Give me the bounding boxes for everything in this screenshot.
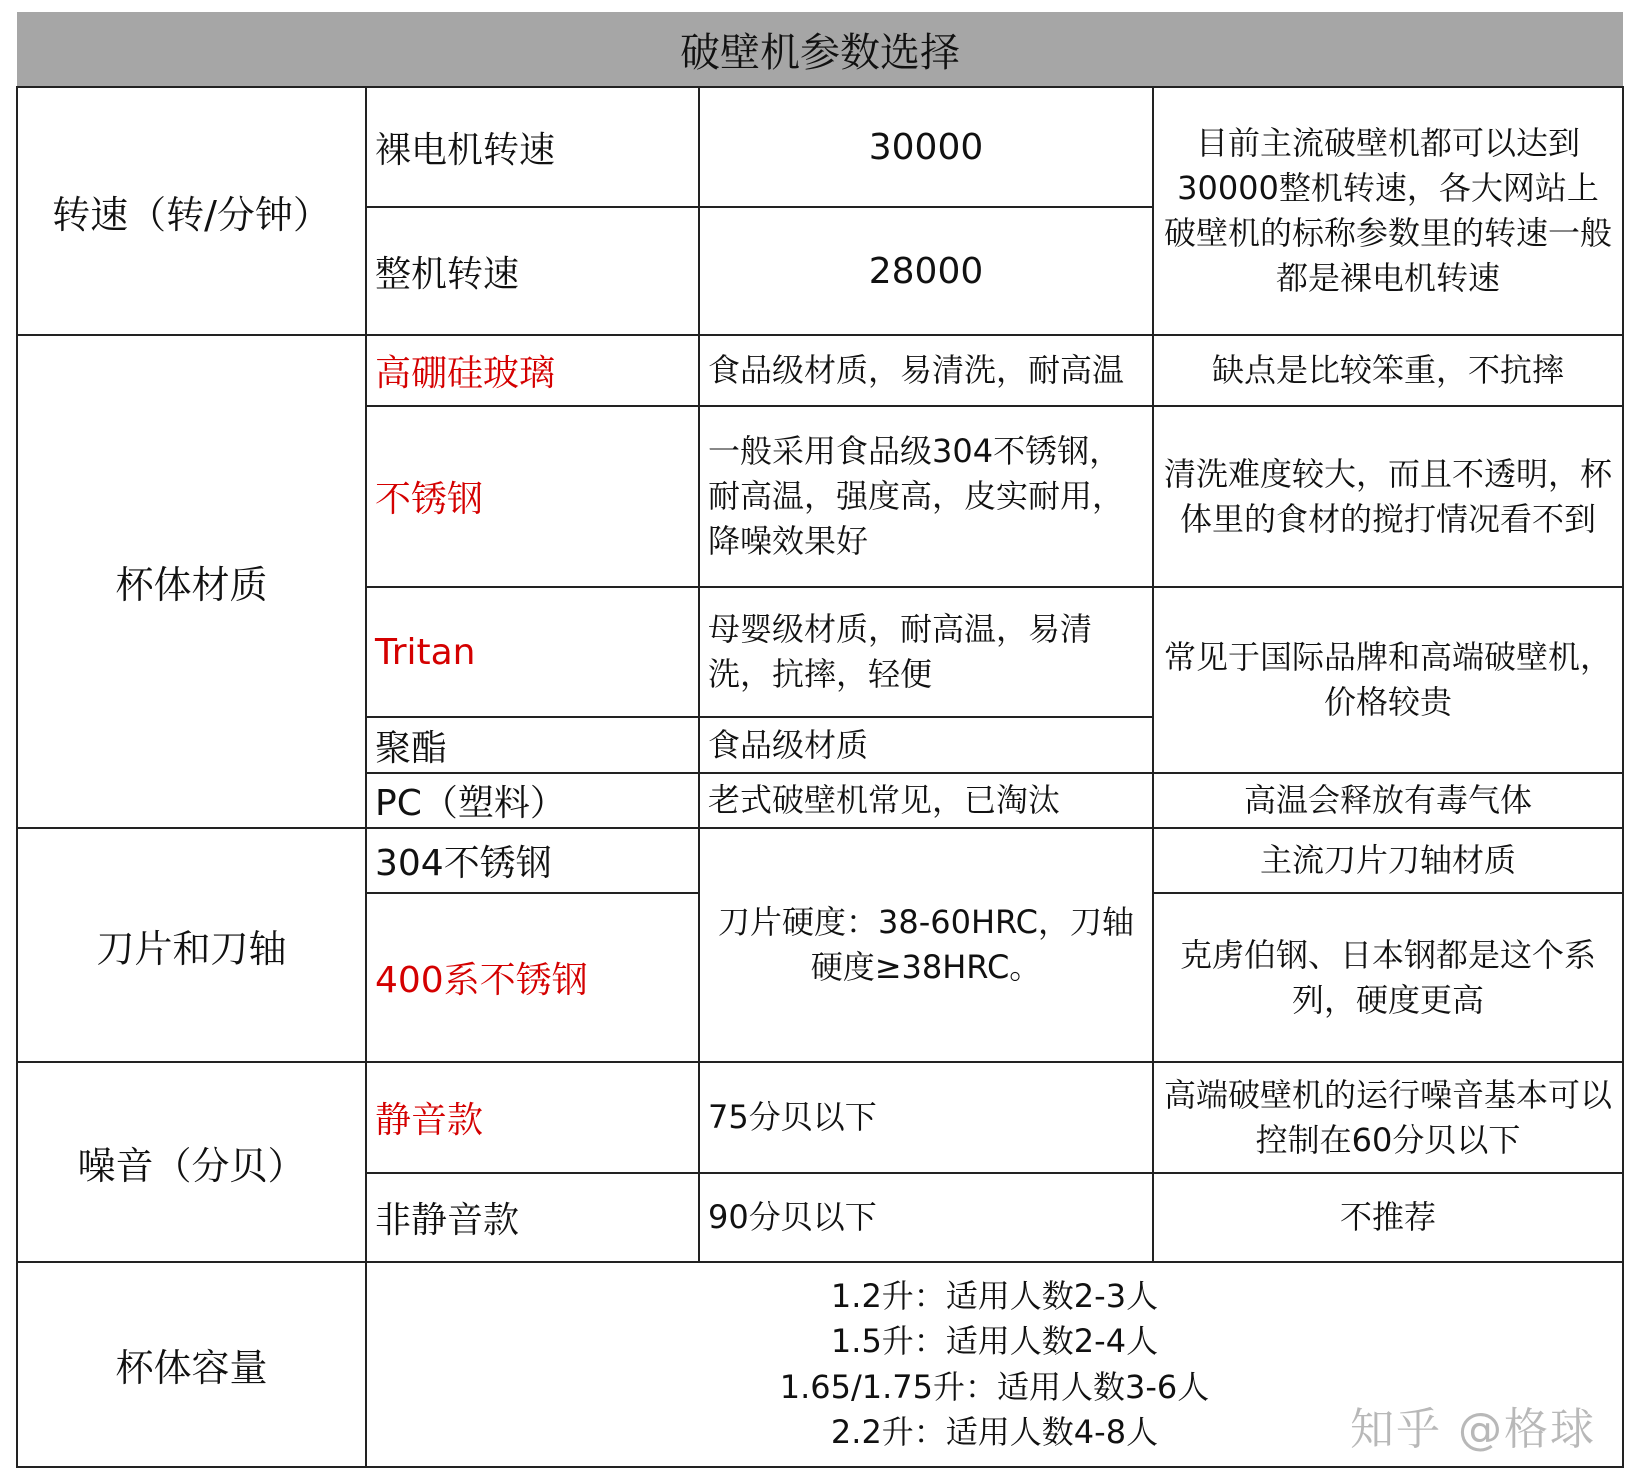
- material-glass-desc: 食品级材质，易清洗，耐高温: [699, 335, 1153, 406]
- material-polyester-desc: 食品级材质: [699, 717, 1153, 773]
- material-steel-label: 不锈钢: [366, 406, 699, 587]
- capacity-line: 1.5升：适用人数2-4人: [830, 1322, 1159, 1361]
- material-steel-desc: 一般采用食品级304不锈钢，耐高温，强度高，皮实耐用，降噪效果好: [699, 406, 1153, 587]
- table-title: 破壁机参数选择: [17, 12, 1623, 87]
- blade-400-note: 克虏伯钢、日本钢都是这个系列，硬度更高: [1153, 893, 1623, 1062]
- noise-quiet-label: 静音款: [366, 1062, 699, 1173]
- blade-hardness-desc: 刀片硬度：38-60HRC，刀轴硬度≥38HRC。: [699, 828, 1153, 1062]
- motor-speed-value: 30000: [699, 87, 1153, 207]
- param-table: [16, 12, 1624, 1468]
- noise-normal-note: 不推荐: [1153, 1173, 1623, 1262]
- whole-speed-value: 28000: [699, 207, 1153, 335]
- whole-speed-label: 整机转速: [366, 207, 699, 335]
- blade-304-note: 主流刀片刀轴材质: [1153, 828, 1623, 893]
- category-speed: 转速（转/分钟）: [17, 87, 366, 335]
- material-tritan-note: 常见于国际品牌和高端破壁机，价格较贵: [1153, 587, 1623, 773]
- category-cup-material: 杯体材质: [17, 335, 366, 828]
- motor-speed-label: 裸电机转速: [366, 87, 699, 207]
- blade-304-label: 304不锈钢: [366, 828, 699, 893]
- watermark: 知乎 @格球: [1350, 1404, 1596, 1455]
- noise-quiet-note: 高端破壁机的运行噪音基本可以控制在60分贝以下: [1153, 1062, 1623, 1173]
- material-tritan-desc: 母婴级材质，耐高温，易清洗，抗摔，轻便: [699, 587, 1153, 717]
- material-pc-label: PC（塑料）: [366, 773, 699, 828]
- material-polyester-label: 聚酯: [366, 717, 699, 773]
- material-pc-note: 高温会释放有毒气体: [1153, 773, 1623, 828]
- param-table-container: [16, 12, 1622, 1468]
- speed-note: 目前主流破壁机都可以达到30000整机转速，各大网站上破壁机的标称参数里的转速一般都是裸电机转速: [1153, 87, 1623, 335]
- material-steel-note: 清洗难度较大，而且不透明，杯体里的食材的搅打情况看不到: [1153, 406, 1623, 587]
- capacity-line: 1.65/1.75升：适用人数3-6人: [779, 1367, 1210, 1406]
- blade-400-label: 400系不锈钢: [366, 893, 699, 1062]
- category-blade: 刀片和刀轴: [17, 828, 366, 1062]
- noise-normal-label: 非静音款: [366, 1173, 699, 1262]
- material-glass-label: 高硼硅玻璃: [366, 335, 699, 406]
- noise-normal-value: 90分贝以下: [699, 1173, 1153, 1262]
- capacity-line: 1.2升：适用人数2-3人: [830, 1276, 1159, 1315]
- material-pc-desc: 老式破壁机常见，已淘汰: [699, 773, 1153, 828]
- material-glass-note: 缺点是比较笨重，不抗摔: [1153, 335, 1623, 406]
- material-tritan-label: Tritan: [366, 587, 699, 717]
- noise-quiet-value: 75分贝以下: [699, 1062, 1153, 1173]
- category-noise: 噪音（分贝）: [17, 1062, 366, 1262]
- category-capacity: 杯体容量: [17, 1262, 366, 1467]
- capacity-line: 2.2升：适用人数4-8人: [830, 1412, 1159, 1451]
